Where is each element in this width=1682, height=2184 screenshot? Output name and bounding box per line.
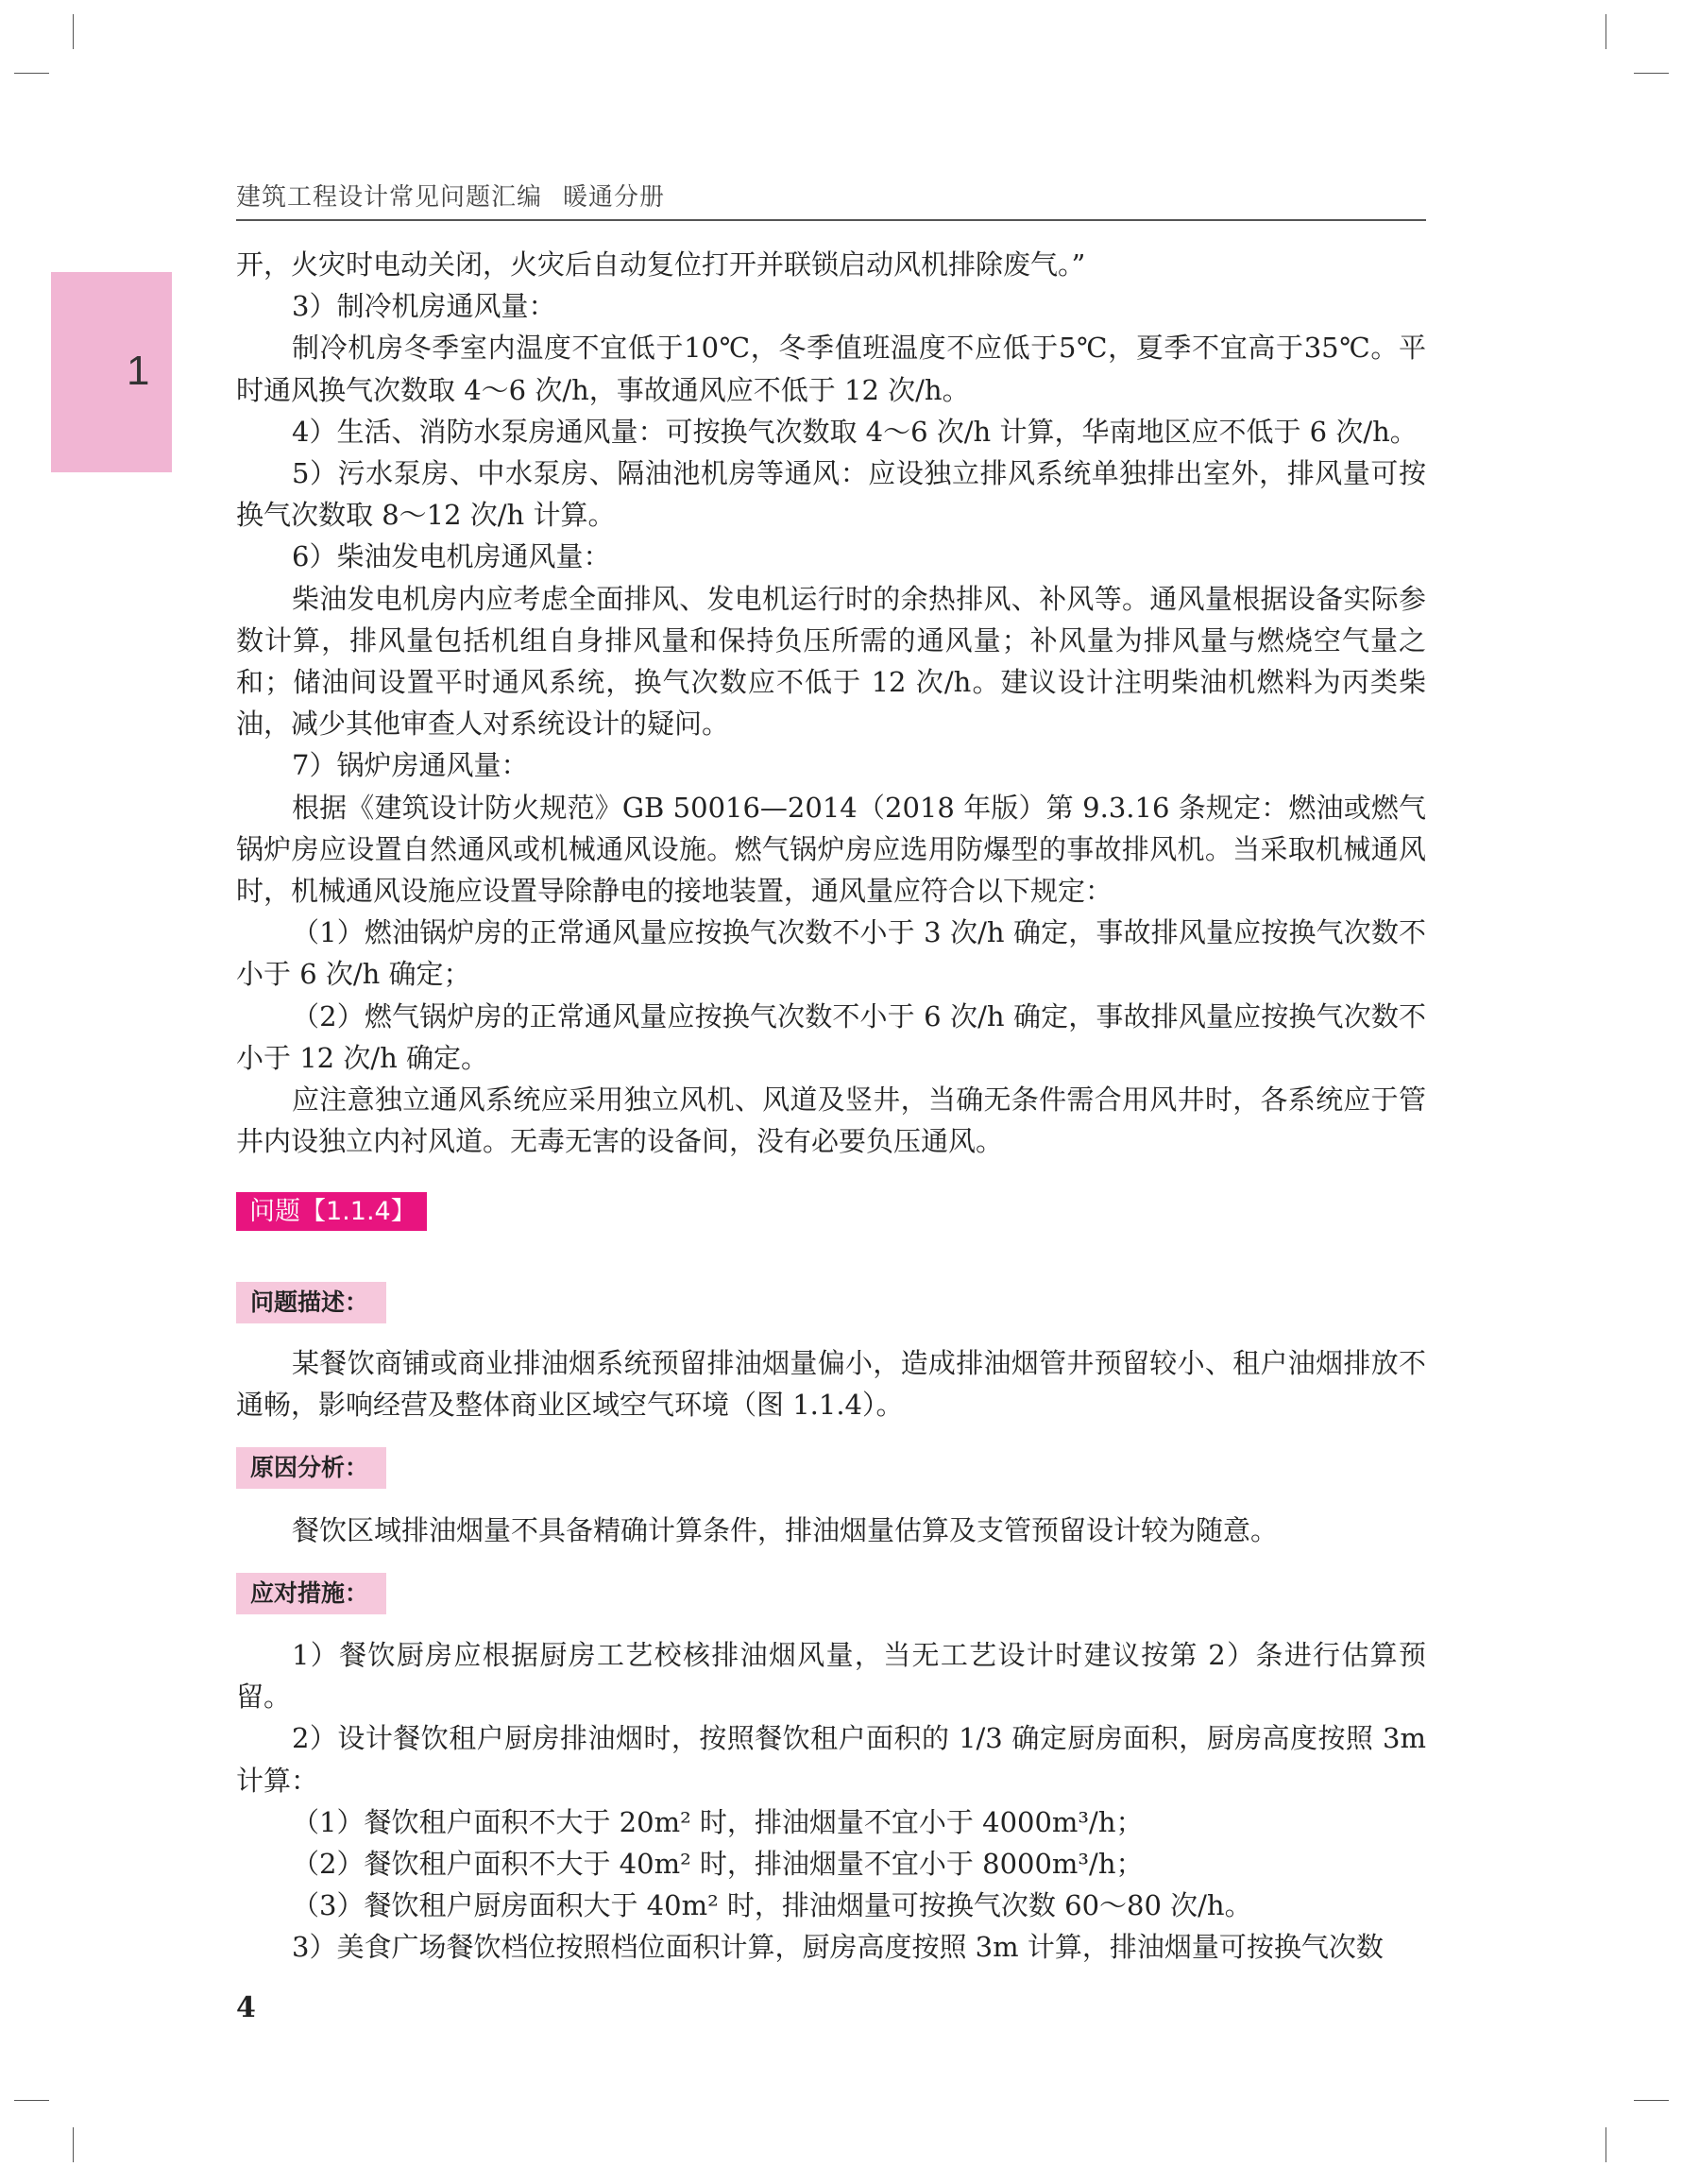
measure-item: 1）餐饮厨房应根据厨房工艺校核排油烟风量，当无工艺设计时建议按第 2）条进行估算预留。 bbox=[236, 1639, 1426, 1714]
paragraph: 开，火灾时电动关闭，火灾后自动复位打开并联锁启动风机排除废气。” bbox=[236, 248, 1086, 281]
paragraph: （1）燃油锅炉房的正常通风量应按换气次数不小于 3 次/h 确定，事故排风量应按换气次数不小于 6 次/h 确定； bbox=[236, 916, 1426, 991]
chapter-number: 1 bbox=[127, 348, 150, 394]
description-text: 某餐饮商铺或商业排油烟系统预留排油烟量偏小，造成排油烟管井预留较小、租户油烟排放不通畅，影响经营及整体商业区域空气环境（图 1.1.4）。 bbox=[236, 1347, 1426, 1422]
measure-item: （3）餐饮租户厨房面积大于 40m² 时，排油烟量可按换气次数 60～80 次/h。 bbox=[292, 1889, 1252, 1922]
paragraph: 制冷机房冬季室内温度不宜低于10℃，冬季值班温度不应低于5℃，夏季不宜高于35℃。平时通风换气次数取 4～6 次/h，事故通风应不低于 12 次/h。 bbox=[236, 332, 1426, 406]
measure-item: （1）餐饮租户面积不大于 20m² 时，排油烟量不宜小于 4000m³/h； bbox=[292, 1805, 1144, 1838]
crop-mark bbox=[1634, 73, 1669, 74]
problem-badge: 问题【1.1.4】 bbox=[236, 1192, 427, 1231]
paragraph: 5）污水泵房、中水泵房、隔油池机房等通风：应设独立排风系统单独排出室外，排风量可按换气次数取 8～12 次/h 计算。 bbox=[236, 457, 1426, 532]
description-label: 问题描述： bbox=[236, 1282, 386, 1323]
measure-item: （2）餐饮租户面积不大于 40m² 时，排油烟量不宜小于 8000m³/h； bbox=[292, 1848, 1144, 1881]
paragraph: 柴油发电机房内应考虑全面排风、发电机运行时的余热排风、补风等。通风量根据设备实际参数计算，排风量包括机组自身排风量和保持负压所需的通风量；补风量为排风量与燃烧空气量之和；储油间设置平时通风系统，换气次数应不低于 12 次/h。建议设计注明柴油机燃料为丙类柴油，减少其他审查人对系统设计的疑问。 bbox=[236, 582, 1426, 741]
book-title: 建筑工程设计常见问题汇编 bbox=[236, 183, 543, 212]
paragraph: 7）锅炉房通风量： bbox=[292, 749, 529, 782]
crop-mark bbox=[1634, 2100, 1669, 2101]
crop-mark bbox=[73, 14, 74, 49]
measure-item: 3）美食广场餐饮档位按照档位面积计算，厨房高度按照 3m 计算，排油烟量可按换气次数 bbox=[292, 1931, 1384, 1964]
paragraph: （2）燃气锅炉房的正常通风量应按换气次数不小于 6 次/h 确定，事故排风量应按换气次数不小于 12 次/h 确定。 bbox=[236, 999, 1426, 1074]
cause-text-block bbox=[236, 1510, 1426, 1551]
crop-mark bbox=[73, 2127, 74, 2162]
measures-label: 应对措施： bbox=[236, 1573, 386, 1614]
running-header bbox=[236, 178, 665, 213]
header-rule bbox=[236, 219, 1426, 221]
paragraph: 6）柴油发电机房通风量： bbox=[292, 540, 611, 573]
crop-mark bbox=[14, 2100, 49, 2101]
chapter-tab bbox=[51, 272, 172, 472]
paragraph: 应注意独立通风系统应采用独立风机、风道及竖井，当确无条件需合用风井时，各系统应于管井内设独立内衬风道。无毒无害的设备间，没有必要负压通风。 bbox=[236, 1083, 1426, 1158]
measure-item: 2）设计餐饮租户厨房排油烟时，按照餐饮租户面积的 1/3 确定厨房面积，厨房高度按照 3m 计算： bbox=[236, 1722, 1426, 1797]
description-text-block bbox=[236, 1342, 1426, 1425]
cause-text: 餐饮区域排油烟量不具备精确计算条件，排油烟量估算及支管预留设计较为随意。 bbox=[292, 1514, 1279, 1546]
volume-title: 暖通分册 bbox=[563, 183, 666, 212]
paragraph: 根据《建筑设计防火规范》GB 50016—2014（2018 年版）第 9.3.16 条规定：燃油或燃气锅炉房应设置自然通风或机械通风设施。燃气锅炉房应选用防爆型的事故排风机。当采取机械通风时，机械通风设施应设置导除静电的接地装置，通风量应符合以下规定： bbox=[236, 791, 1426, 908]
measures-text-block bbox=[236, 1634, 1426, 1969]
body-text-top bbox=[236, 244, 1426, 1162]
paragraph: 4）生活、消防水泵房通风量：可按换气次数取 4～6 次/h 计算，华南地区应不低于 6 次/h。 bbox=[292, 415, 1418, 448]
page-number: 4 bbox=[236, 1991, 256, 2024]
paragraph: 3）制冷机房通风量： bbox=[292, 290, 556, 323]
cause-label: 原因分析： bbox=[236, 1447, 386, 1489]
crop-mark bbox=[14, 73, 49, 74]
